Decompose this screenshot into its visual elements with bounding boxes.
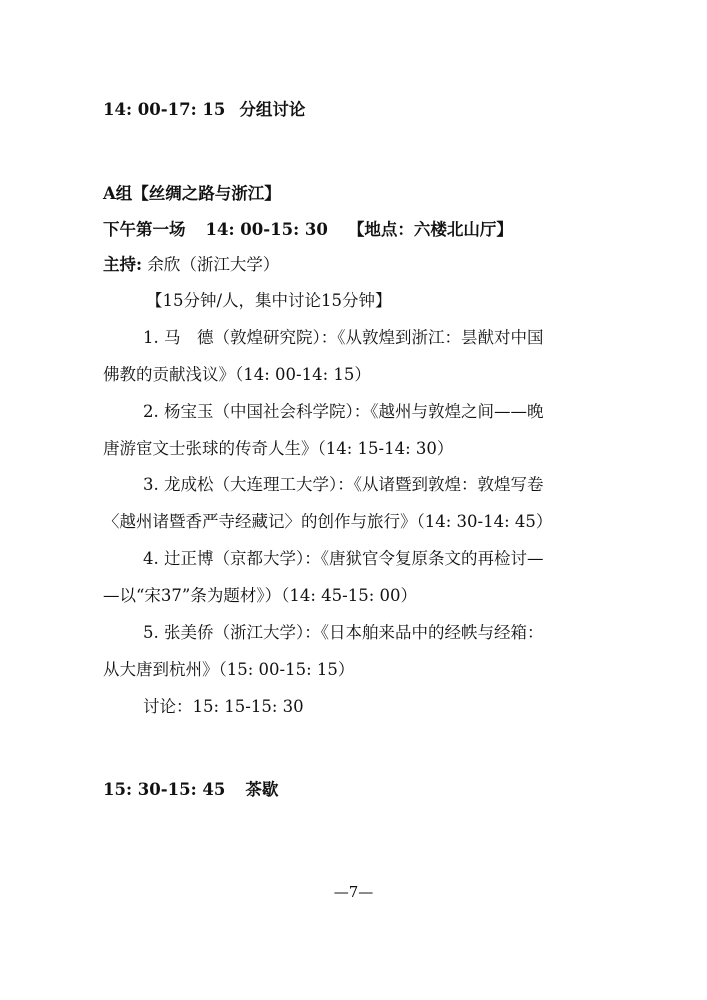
host-value: 余欣（浙江大学） xyxy=(147,255,280,274)
page-number: —7— xyxy=(333,883,374,901)
session-info xyxy=(103,219,611,241)
talk-3-line-2: 〈越州诸暨香严寺经藏记〉的创作与旅行》（14: 30-14: 45） xyxy=(103,512,553,531)
talk-1-line-2: 佛教的贡献浅议》（14: 00-14: 15） xyxy=(103,365,371,384)
break-time: 15: 30-15: 45 xyxy=(103,780,226,799)
talk-5-line-2: 从大唐到杭州》（15: 00-15: 15） xyxy=(103,660,355,679)
talk-2-line-2: 唐游宦文士张球的传奇人生》（14: 15-14: 30） xyxy=(103,439,454,458)
session-header-title: 分组讨论 xyxy=(239,100,306,119)
talk-5-line-1: 5. 张美侨（浙江大学）：《日本舶来品中的经帙与经箱： xyxy=(143,623,544,642)
talk-3-line-1: 3. 龙成松（大连理工大学）：《从诸暨到敦煌：敦煌写卷 xyxy=(143,475,544,494)
group-title: A组【丝绸之路与浙江】 xyxy=(103,184,281,203)
session-header xyxy=(103,99,611,121)
host-label: 主持: xyxy=(103,255,143,274)
break-line xyxy=(103,779,611,801)
talk-4-line-2: —以“宋37”条为题材》）（14: 45-15: 00） xyxy=(103,586,418,605)
host-line xyxy=(103,254,611,276)
session-location: 【地点：六楼北山厅】 xyxy=(347,220,513,239)
break-title: 茶歇 xyxy=(245,780,279,799)
talk-2-line-1: 2. 杨宝玉（中国社会科学院）：《越州与敦煌之间——晚 xyxy=(143,402,544,421)
talk-1-line-1: 1. 马 德（敦煌研究院）：《从敦煌到浙江：昙猷对中国 xyxy=(143,328,544,347)
session-label: 下午第一场 xyxy=(103,220,186,239)
talk-4-line-1: 4. 辻正博（京都大学）：《唐狱官令复原条文的再检讨— xyxy=(143,549,544,568)
discussion-time: 讨论：15: 15-15: 30 xyxy=(143,697,304,716)
session-time: 14: 00-15: 30 xyxy=(205,220,328,239)
format-note: 【15分钟/人，集中讨论15分钟】 xyxy=(146,291,392,310)
session-header-time: 14: 00-17: 15 xyxy=(103,100,226,119)
